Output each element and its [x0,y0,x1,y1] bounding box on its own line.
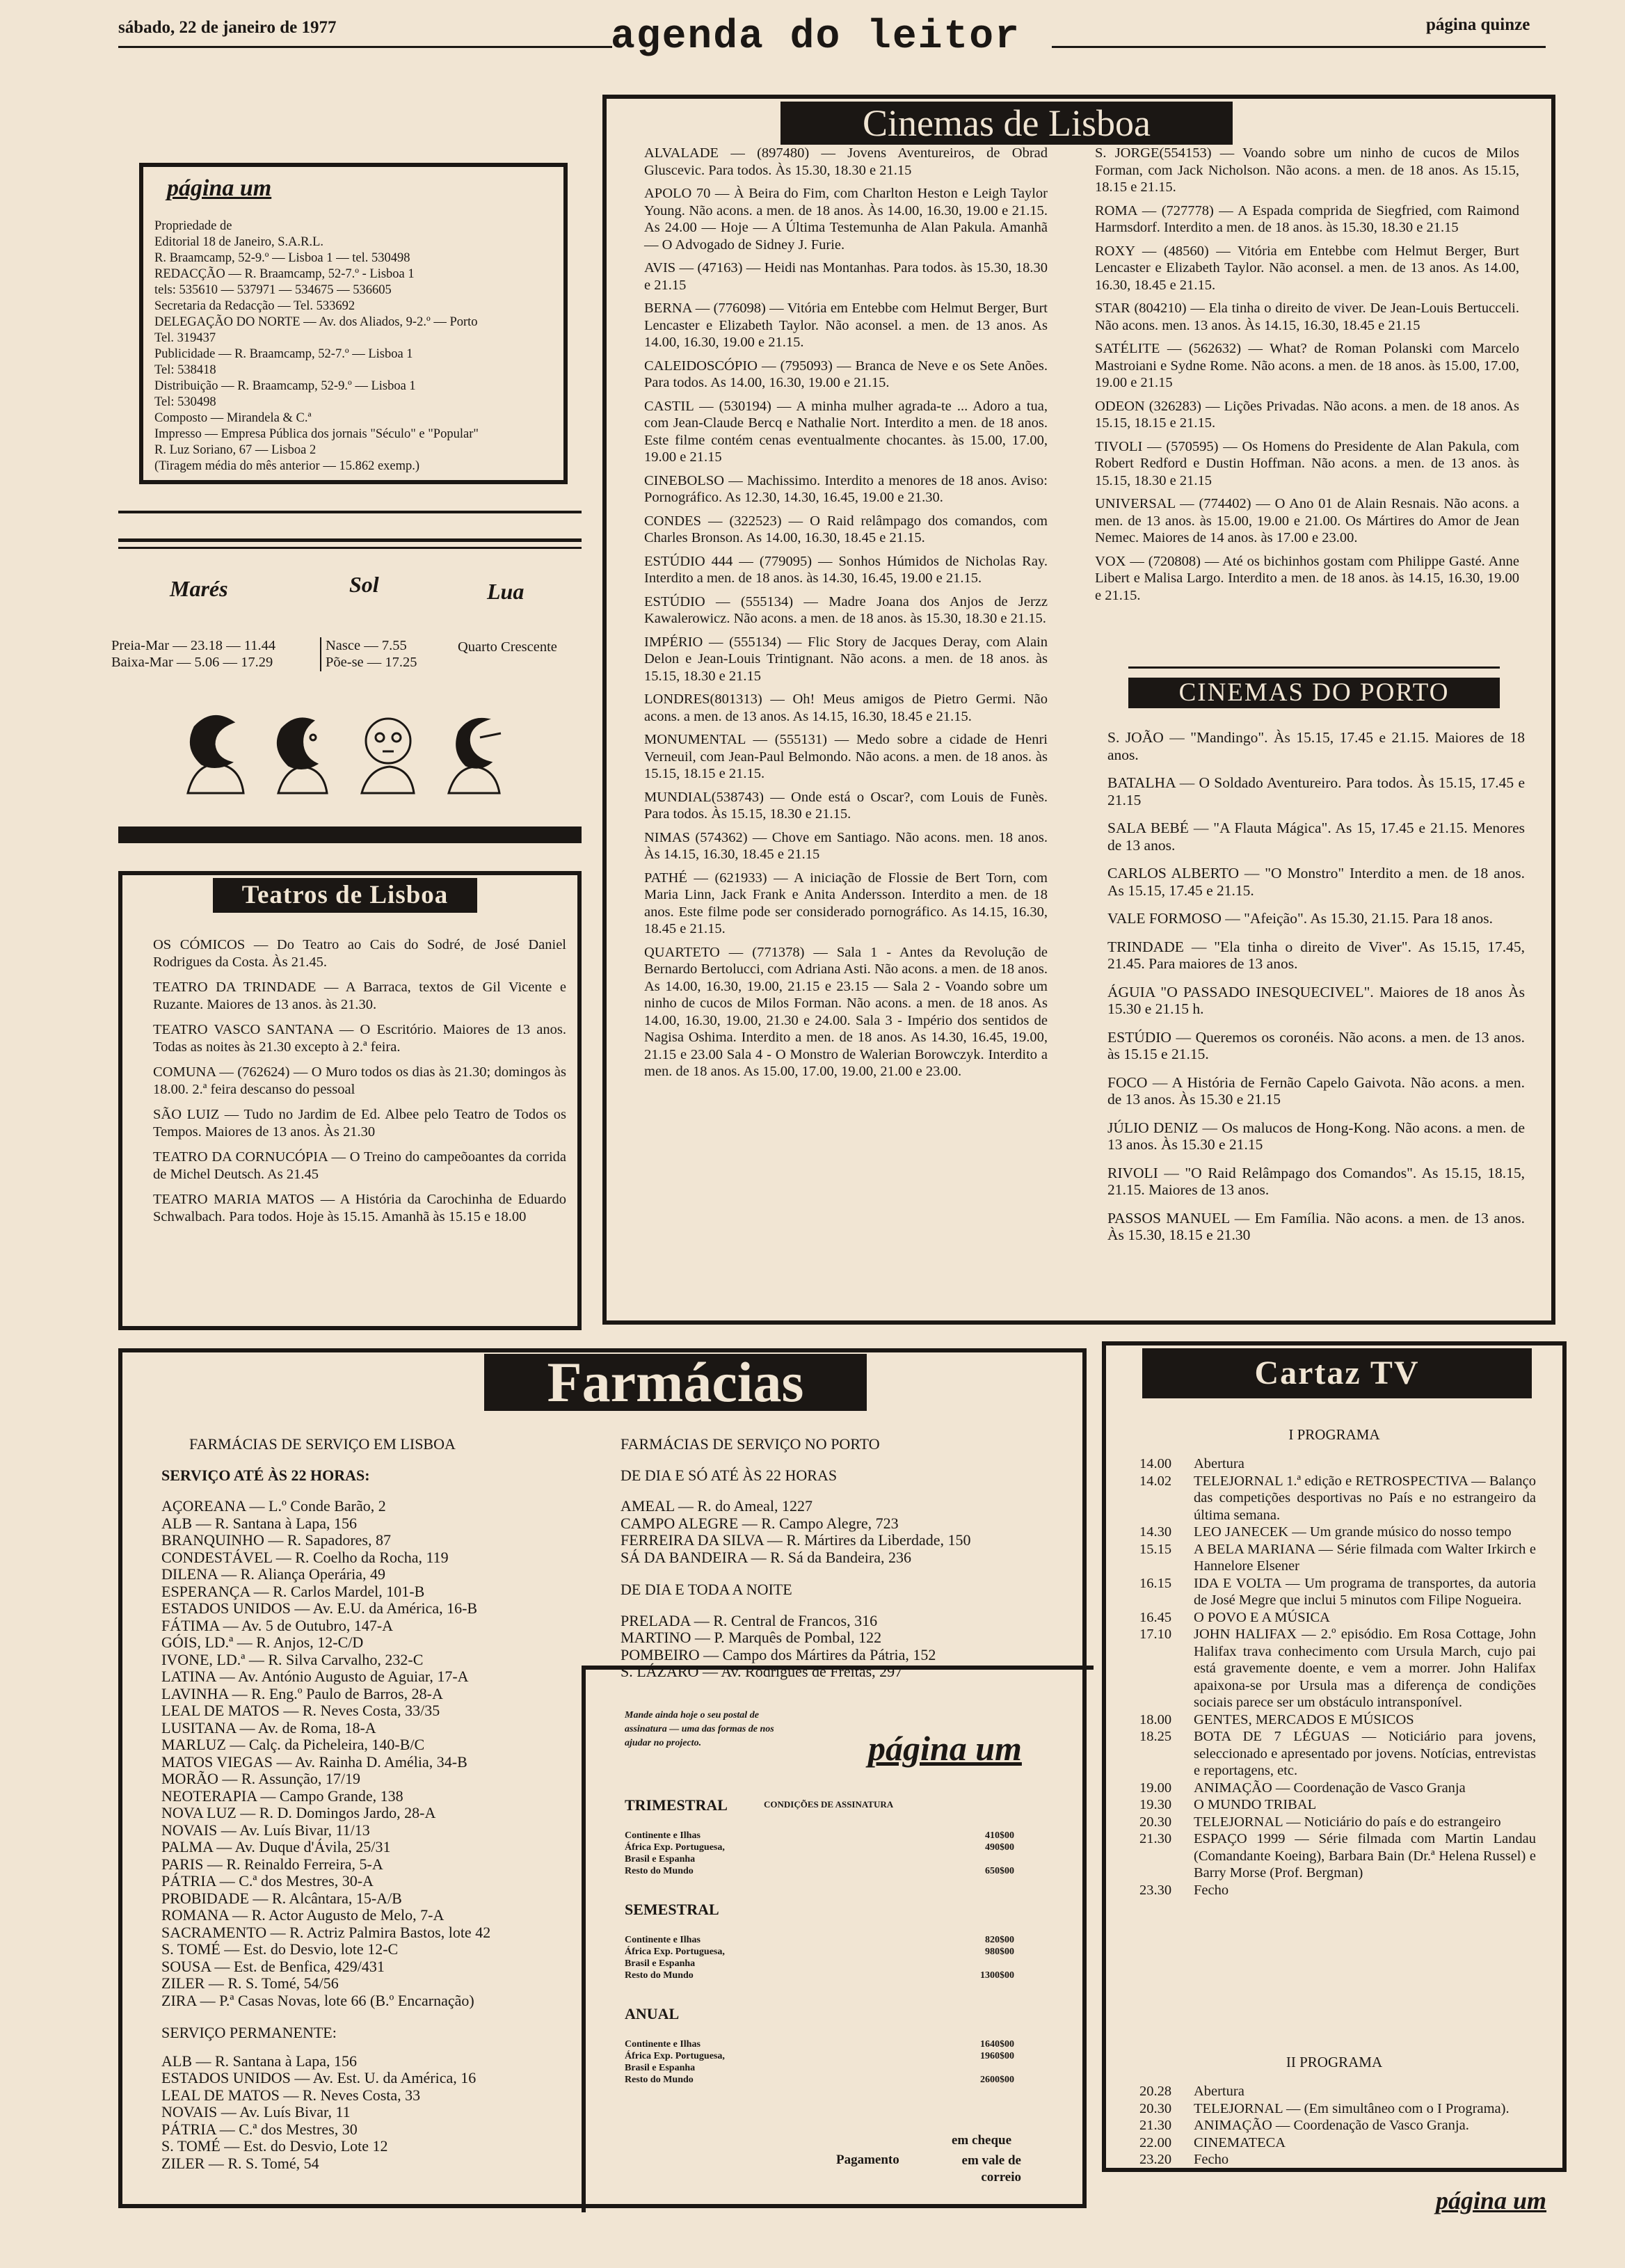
cinema-entry: QUARTETO — (771378) — Sala 1 - Antes da Revolução de Bernardo Bertolucci, com Adriana Asti. Não acons. a men. de 18 anos. As 14.00, 16.30, 19.00, 21.15 e 23.15 — Sala 2 - Voando sobre um ninho de cucos de Milos Forman. Não acons. a men. de 18 anos. As 14.00, 16.30, 19.00, 21.30 e 24.00. Sala 3 - Império dos sentidos de Nagisa Oshima. Interdito a men. de 18 anos. As 14.30, 16.45, 19.00, 21.15 e 23.00 Sala 4 - O Monstro de Walerian Borowczyk. Interdito a men. de 18 anos. As 15.00, 17.00, 19.00, 21.00 e 23.00. [644,944,1048,1079]
tv-time: 20.30 [1139,1814,1172,1830]
tv-time: 21.30 [1139,1831,1172,1846]
tv-time: 14.02 [1139,1473,1172,1489]
pharmacy-item: NOVAIS — Av. Luís Bivar, 11 [161,2103,351,2121]
subscription-rate-row [625,1853,1014,1865]
porto-cinema-entry: FOCO — A História de Fernão Capelo Gaivota. Não acons. a men. de 13 anos. Às 15.30 e 21.15 [1107,1073,1525,1108]
subscription-rate-row [625,2038,1014,2050]
tv-time: 17.10 [1139,1627,1172,1642]
pharmacy-item: ZILER — R. S. Tomé, 54 [161,2154,319,2172]
pharmacy-item: CONDESTÁVEL — R. Coelho da Rocha, 119 [161,1548,449,1566]
cinema-entry: PATHÉ — (621933) — A iniciação de Flossie de Bert Torn, com Maria Linn, Jack Frank e Anita Andersson. Interdito a men. de 18 anos. Este filme pode ser considerado pornográfico. As 14.15, 16.30, 18.45 e 21.15. [644,870,1048,936]
rate-region: Resto do Mundo [625,1866,694,1876]
pharmacy-item: IVONE, LD.ª — R. Silva Carvalho, 232-C [161,1650,424,1668]
rate-price: 650$00 [985,1866,1014,1876]
pharmacy-item: S. TOMÉ — Est. do Desvio, Lote 12 [161,2137,388,2155]
tv-program2-list [1139,2083,1536,2169]
cinemas-porto-list [1107,729,1525,1255]
tv-listing [1139,2134,1536,2152]
rate-region: Continente e Ilhas [625,2039,701,2050]
teatro-entry: COMUNA — (762624) — O Muro todos os dias às 21.30; domingos às 18.00. 2.ª feira descanso do pessoal [153,1064,566,1097]
porto-cinema-entry: BATALHA — O Soldado Aventureiro. Para todos. Às 15.15, 17.45 e 21.15 [1107,774,1525,808]
subscription-periods [625,1796,1014,2109]
teatro-entry: SÃO LUIZ — Tudo no Jardim de Ed. Albee pelo Teatro de Todos os Tempos. Maiores de 13 anos. Às 21.30 [153,1107,566,1140]
payment-label: Pagamento [836,2153,899,2167]
rate-price: 1640$00 [980,2039,1014,2050]
subscription-rate-row [625,2050,1014,2062]
section-title: agenda do leitor [611,15,1020,60]
imprint-line: tels: 535610 — 537971 — 534675 — 536605 [154,283,392,297]
cinema-entry: IMPÉRIO — (555134) — Flic Story de Jacques Deray, com Alain Delon e Jean-Louis Trintignant. Não acons. a men. de 18 anos. às 15.15, 18.30 e 21.15 [644,634,1048,684]
issue-date: sábado, 22 de janeiro de 1977 [118,18,337,37]
imprint-box [139,163,568,484]
cinema-entry: ESTÚDIO 444 — (779095) — Sonhos Húmidos de Nicholas Ray. Interdito a men. de 18 anos. às 14.30, 16.45, 19.00 e 21.15. [644,553,1048,586]
pharmacy-item: BRANQUINHO — R. Sapadores, 87 [161,1531,391,1549]
pharmacy-item: FÁTIMA — Av. 5 de Outubro, 147-A [161,1616,394,1634]
pharmacy-item: MARLUZ — Calç. da Picheleira, 140-B/C [161,1736,425,1753]
farmacias-permanente-heading: SERVIÇO PERMANENTE: [161,2024,337,2041]
rate-region: Brasil e Espanha [625,2063,696,2073]
pharmacy-item: AMEAL — R. do Ameal, 1227 [621,1497,812,1515]
teatro-entry: TEATRO DA CORNUCÓPIA — O Treino do campeõoantes da corrida de Michel Deutsch. As 21.45 [153,1149,566,1182]
cinema-entry: ODEON (326283) — Lições Privadas. Não acons. a men. de 18 anos. As 15.15, 18.15 e 21.15. [1095,398,1519,431]
payment-cheque: em cheque [952,2133,1012,2148]
farmacias-lisboa-heading: FARMÁCIAS DE SERVIÇO EM LISBOA [189,1435,456,1453]
rate-region: Brasil e Espanha [625,1958,696,1969]
pharmacy-item: ALB — R. Santana à Lapa, 156 [161,2052,358,2070]
subscription-rate-row [625,1946,1014,1958]
tv-program1-heading: I PROGRAMA [1288,1426,1380,1443]
pharmacy-item: ALB — R. Santana à Lapa, 156 [161,1514,358,1532]
farmacias-porto [621,1436,1080,1681]
cinemas-porto-title: CINEMAS DO PORTO [1128,678,1500,708]
pharmacy-item: ESTADOS UNIDOS — Av. E.U. da América, 16-B [161,1599,478,1617]
imprint-line: Editorial 18 de Janeiro, S.A.R.L. [154,235,324,249]
divider [118,511,582,513]
tv-listing [1139,1455,1536,1473]
tv-time: 23.20 [1139,2152,1172,2167]
cinema-entry: ALVALADE — (897480) — Jovens Aventureiros, de Obrad Gluscevic. Para todos. Às 15.30, 18.30 e 21.15 [644,145,1048,178]
imprint-line: Propriedade de [154,219,232,233]
imprint-line: Publicidade — R. Braamcamp, 52-7.º — Lisboa 1 [154,347,413,361]
cinemas-lisboa-title: Cinemas de Lisboa [781,102,1233,145]
subscription-rate-row [625,2074,1014,2086]
imprint-line: REDACÇÃO — R. Braamcamp, 52-7.º - Lisboa 1 [154,267,415,281]
rate-region: África Exp. Portuguesa, [625,1842,725,1853]
rate-region: Continente e Ilhas [625,1830,701,1841]
pharmacy-item: PRELADA — R. Central de Francos, 316 [621,1611,878,1629]
cinemas-box [602,95,1555,1325]
pharmacy-item: LUSITANA — Av. de Roma, 18-A [161,1718,376,1736]
cinema-entry: CINEBOLSO — Machissimo. Interdito a menores de 18 anos. Aviso: Pornográfico. As 12.30, 14.30, 16.45, 19.00 e 21.30. [644,472,1048,505]
pharmacy-item: ROMANA — R. Actor Augusto de Melo, 7-A [161,1906,445,1924]
pharmacy-item: ESTADOS UNIDOS — Av. Est. U. da América, 16 [161,2069,477,2086]
almanac-header-moon: Lua [487,579,525,604]
subscription-period [625,2005,1014,2086]
pharmacy-item: S. TOMÉ — Est. do Desvio, lote 12-C [161,1940,399,1958]
imprint-line: Distribuição — R. Braamcamp, 52-9.º — Lisboa 1 [154,379,416,393]
cinema-entry: ESTÚDIO — (555134) — Madre Joana dos Anjos de Jerzz Kawalerowicz. Não acons. a men. de 18 anos. às 15.30, 18.30 e 21.15. [644,593,1048,626]
cinema-entry: TIVOLI — (570595) — Os Homens do Presidente de Alan Pakula, com Robert Redford e Dustin Hoffman. Não acons. a men. de 13 anos. às 15.15, 18.30 e 21.15 [1095,438,1519,488]
tv-description: ANIMAÇÃO — Coordenação de Vasco Granja. [1194,2118,1469,2133]
imprint-line: Tel. 319437 [154,331,216,345]
porto-cinema-entry: ESTÚDIO — Queremos os coronéis. Não acons. a men. de 13 anos. às 15.15 e 21.15. [1107,1028,1525,1062]
pharmacy-item: NOVA LUZ — R. D. Domingos Jardo, 28-A [161,1804,436,1821]
cinema-entry: NIMAS (574362) — Chove em Santiago. Não acons. men. 18 anos. Às 14.15, 16.30, 18.45 e 21.15 [644,829,1048,862]
subscription-period-name: TRIMESTRAL [625,1796,728,1814]
pharmacy-item: FERREIRA DA SILVA — R. Mártires da Liberdade, 150 [621,1531,971,1549]
pharmacy-item: LAVINHA — R. Eng.º Paulo de Barros, 28-A [161,1684,443,1702]
imprint-line: R. Luz Soriano, 67 — Lisboa 2 [154,443,317,457]
tv-time: 14.30 [1139,1524,1172,1540]
cinema-entry: STAR (804210) — Ela tinha o direito de viver. De Jean-Louis Bertucceli. Não acons. men. 13 anos. Às 14.15, 16.30, 18.45 e 21.15 [1095,301,1519,333]
moon-phases-illustration [174,710,529,800]
subscription-box [582,1666,1094,2212]
tv-listing [1139,1830,1536,1882]
sunset: Põe-se — 17.25 [320,654,417,671]
cinemas-lisboa-col1 [644,145,1048,1087]
cinema-entry: LONDRES(801313) — Oh! Meus amigos de Pietro Germi. Não acons. a men. de 13 anos. As 14.15, 16.30, 18.45 e 21.15. [644,692,1048,724]
tv-time: 16.15 [1139,1575,1172,1591]
tide-low: Baixa-Mar — 5.06 — 17.29 [111,655,273,670]
farmacias-title: Farmácias [484,1354,867,1411]
subscription-period-name: ANUAL [625,2005,680,2022]
cinema-entry: VOX — (720808) — Até os bichinhos gostam com Philippe Gasté. Anne Libert e Malisa Largo. Interdito a men. de 18 anos. às 14.15, 16.30, 19.00 e 21.15. [1095,553,1519,603]
tv-time: 18.00 [1139,1711,1172,1727]
teatro-entry: TEATRO DA TRINDADE — A Barraca, textos de Gil Vicente e Ruzante. Maiores de 13 anos. às 21.30. [153,980,566,1012]
imprint-line: R. Braamcamp, 52-9.º — Lisboa 1 — tel. 530498 [154,251,410,265]
tv-description: ESPAÇO 1999 — Série filmada com Martin Landau (Comandante Koeing), Barbara Bain (Dr.ª Helena Russel) e Barry Morse (Prof. Bergman) [1194,1831,1536,1880]
subscription-rate-row [625,2062,1014,2074]
tv-description: A BELA MARIANA — Série filmada com Walter Irkirch e Hannelore Elsener [1194,1541,1536,1574]
porto-cinema-entry: ÁGUIA "O PASSADO INESQUECIVEL". Maiores de 18 anos Às 15.30 e 21.15 h. [1107,983,1525,1017]
tv-description: Fecho [1194,2152,1229,2167]
subscription-rate-row [625,1970,1014,1981]
pharmacy-item: AÇOREANA — L.º Conde Barão, 2 [161,1497,386,1515]
subscription-period-name: SEMESTRAL [625,1901,719,1918]
rate-price: 1960$00 [980,2051,1014,2061]
farmacias-porto-sub2: DE DIA E TODA A NOITE [621,1581,792,1598]
pharmacy-item: ESPERANÇA — R. Carlos Mardel, 101-B [161,1582,425,1600]
teatro-entry: TEATRO MARIA MATOS — A História da Carochinha de Eduardo Schwalbach. Para todos. Hoje às 15.15. Amanhã às 15.15 e 18.00 [153,1192,566,1224]
tv-description: JOHN HALIFAX — 2.º episódio. Em Rosa Cottage, John Halifax trava conhecimento com Ursula March, cujo pai está gravemente doente, e vem a morrer. John Halifax apaixona-se por Ursula mas a diferença de condições sociais parece ser um obstáculo intransponível. [1194,1627,1536,1710]
imprint-line: Tel: 538418 [154,363,216,377]
tv-description: TELEJORNAL — Noticiário do país e do estrangeiro [1194,1814,1501,1830]
cinema-entry: SATÉLITE — (562632) — What? de Roman Polanski com Marcelo Mastroiani e Sydne Rome. Não acons. a men. de 18 anos. às 15.00, 17.00, 19.00 e 21.15 [1095,341,1519,390]
tv-program1-list [1139,1455,1536,1899]
subscription-ad [625,1709,1056,2185]
tv-listing [1139,1796,1536,1814]
tv-time: 18.25 [1139,1729,1172,1744]
cinema-entry: MONUMENTAL — (555131) — Medo sobre a cidade de Henri Verneuil, com Jean-Paul Belmondo. Não acons. a men. de 18 anos. às 15.15, 18.15 e 21.15. [644,732,1048,781]
almanac-header-tides: Marés [170,576,228,601]
pharmacy-item: MATOS VIEGAS — Av. Rainha D. Amélia, 34-B [161,1752,467,1771]
rate-price: 2600$00 [980,2075,1014,2085]
tv-description: TELEJORNAL 1.ª edição e RETROSPECTIVA — Balanço das competições desportivas no País e no estrangeiro da última semana. [1194,1473,1536,1523]
moon-phase: Quarto Crescente [458,639,557,655]
subscription-rate-row [625,1830,1014,1842]
subscription-rate-row [625,1934,1014,1946]
rate-region: África Exp. Portuguesa, [625,2051,725,2061]
tv-program2-heading: II PROGRAMA [1286,2054,1383,2070]
divider [118,547,582,549]
rate-price: 410$00 [985,1830,1014,1841]
rate-region: Resto do Mundo [625,1970,694,1981]
farmacias-porto-sub1: DE DIA E SÓ ATÉ ÀS 22 HORAS [621,1466,838,1484]
subscription-logo: página um [868,1729,1022,1768]
masthead-rule-right [1052,46,1546,48]
pharmacy-item: POMBEIRO — Campo dos Mártires da Pátria, 152 [621,1645,936,1663]
farmacias-lisboa [161,1436,648,2172]
farmacias-lisboa-sub: SERVIÇO ATÉ ÀS 22 HORAS: [161,1466,370,1484]
pharmacy-item: LATINA — Av. António Augusto de Aguiar, 17-A [161,1668,469,1685]
tv-listing [1139,1814,1536,1831]
imprint-logo: página um [167,175,272,201]
cinemas-lisboa-col2 [1095,145,1519,610]
tv-listing [1139,1609,1536,1627]
tv-description: GENTES, MERCADOS E MÚSICOS [1194,1711,1414,1727]
cinema-entry: CASTIL — (530194) — A minha mulher agrada-te ... Adoro a tua, com Jean-Claude Bercq e Nathalie Nort. Interdito a men. de 18 anos. Este filme contém cenas eventualmente chocantes. às 15.00, 17.00, 19.00 e 21.15 [644,398,1048,465]
tv-listing [1139,1882,1536,1899]
divider [118,538,582,542]
rate-price: 820$00 [985,1935,1014,1945]
almanac [111,570,591,800]
pharmacy-item: SÁ DA BANDEIRA — R. Sá da Bandeira, 236 [621,1548,911,1566]
imprint-line: DELEGAÇÃO DO NORTE — Av. dos Aliados, 9-2.º — Porto [154,315,478,329]
rate-region: Resto do Mundo [625,2075,694,2085]
pharmacy-item: ZIRA — P.ª Casas Novas, lote 66 (B.º Encarnação) [161,1991,474,2009]
tv-listing [1139,2083,1536,2100]
imprint-line: Impresso — Empresa Pública dos jornais "Século" e "Popular" [154,427,479,441]
imprint-line: Secretaria da Redacção — Tel. 533692 [154,299,355,313]
pharmacy-item: DILENA — R. Aliança Operária, 49 [161,1565,385,1583]
pharmacy-item: PROBIDADE — R. Alcântara, 15-A/B [161,1889,402,1907]
masthead [0,0,1625,63]
porto-cinema-entry: SALA BEBÉ — "A Flauta Mágica". As 15, 17.45 e 21.15. Menores de 13 anos. [1107,820,1525,854]
tv-listing [1139,1780,1536,1797]
subscription-rate-row [625,1842,1014,1853]
tv-listing [1139,1473,1536,1524]
pharmacy-item: LEAL DE MATOS — R. Neves Costa, 33/35 [161,1702,440,1719]
pharmacy-item: MARTINO — P. Marquês de Pombal, 122 [621,1629,882,1646]
porto-cinema-entry: VALE FORMOSO — "Afeição". As 15.30, 21.15. Para 18 anos. [1107,910,1494,927]
tv-description: Abertura [1194,2084,1244,2099]
subscription-conditions: CONDIÇÕES DE ASSINATURA [764,1799,894,1810]
tv-time: 19.30 [1139,1797,1172,1812]
rate-price: 490$00 [985,1842,1014,1853]
tv-description: CINEMATECA [1194,2134,1286,2150]
tv-time: 19.00 [1139,1780,1172,1796]
subscription-intro: Mande ainda hoje o seu postal de assinatura — uma das formas de nos ajudar no projecto. [625,1710,774,1748]
cinema-entry: MUNDIAL(538743) — Onde está o Oscar?, com Louis de Funès. Para todos. Às 15.15, 18.30 e 21.15. [644,789,1048,822]
pharmacy-item: LEAL DE MATOS — R. Neves Costa, 33 [161,2086,421,2104]
tide-high: Preia-Mar — 23.18 — 11.44 [111,638,276,653]
tv-description: TELEJORNAL — (Em simultâneo com o I Programa). [1194,2100,1510,2116]
footer-logo: página um [1436,2187,1547,2214]
masthead-rule-left [118,46,612,48]
cinema-entry: CONDES — (322523) — O Raid relâmpago dos comandos, com Charles Bronson. As 14.00, 16.30, 18.45 e 21.15. [644,513,1048,545]
porto-cinema-entry: CARLOS ALBERTO — "O Monstro" Interdito a men. de 18 anos. As 15.15, 17.45 e 21.15. [1107,865,1525,899]
tv-listing [1139,2151,1536,2169]
tv-listing [1139,1575,1536,1609]
teatros-box [118,871,582,1330]
pharmacy-item: NEOTERAPIA — Campo Grande, 138 [161,1787,403,1805]
tv-listing [1139,1541,1536,1575]
payment-vale: em vale de correio [961,2153,1021,2185]
subscription-rate-row [625,1958,1014,1970]
porto-cinema-entry: TRINDADE — "Ela tinha o direito de Viver". As 15.15, 17.45, 21.45. Para maiores de 13 anos. [1107,938,1525,972]
tv-description: Fecho [1194,1882,1229,1898]
cinema-entry: ROXY — (48560) — Vitória em Entebbe com Helmut Berger, Burt Lencaster e Elizabeth Taylor. Não aconsel. a men. de 13 anos. As 14.00, 16.30, 18.45 e 21.15. [1095,243,1519,293]
tv-time: 20.28 [1139,2084,1172,2099]
pharmacy-item: S. LÁZARO — Av. Rodrigues de Freitas, 297 [621,1663,903,1680]
tv-description: BOTA DE 7 LÉGUAS — Noticiário para jovens, seleccionado e apresentado por jovens. Notícias, entrevistas e reportagens, etc. [1194,1729,1536,1778]
cinema-entry: APOLO 70 — À Beira do Fim, com Charlton Heston e Leigh Taylor Young. Não acons. a men. de 18 anos. Às 14.00, 16.30, 19.00 e 21.15. As 24.00 — Hoje — A Última Testemunha de Alan Pakula. Amanhã — O Advogado de Sidney J. Furie. [644,186,1048,253]
rate-region: Continente e Ilhas [625,1935,701,1945]
tv-listing [1139,1524,1536,1541]
tv-time: 14.00 [1139,1456,1172,1471]
pharmacy-item: CAMPO ALEGRE — R. Campo Alegre, 723 [621,1514,899,1532]
tv-listing [1139,2117,1536,2134]
cinema-entry: UNIVERSAL — (774402) — O Ano 01 de Alain Resnais. Não acons. a men. de 13 anos. às 15.00, 19.00 e 21.00. Os Mártires do Amor de Jean Nemec. Maiores de 14 anos. às 17.00 e 23.00. [1095,496,1519,545]
tv-listing [1139,1626,1536,1711]
tv-time: 21.30 [1139,2118,1172,2133]
subscription-period [625,1796,1014,1877]
tv-time: 16.45 [1139,1609,1172,1625]
pharmacy-item: SOUSA — Est. de Benfica, 429/431 [161,1957,385,1975]
tv-description: LEO JANECEK — Um grande músico do nosso tempo [1194,1524,1512,1540]
pharmacy-item: NOVAIS — Av. Luís Bivar, 11/13 [161,1821,370,1839]
tv-time: 20.30 [1139,2100,1172,2116]
tv-title: Cartaz TV [1142,1348,1532,1398]
porto-rule [1128,666,1500,669]
tv-box [1102,1341,1567,2172]
imprint-text [154,218,558,474]
page-number: página quinze [1426,15,1530,34]
tv-listing [1139,2100,1536,2118]
tv-listing [1139,1728,1536,1780]
pharmacy-item: SACRAMENTO — R. Actriz Palmira Bastos, lote 42 [161,1923,491,1941]
subscription-period [625,1901,1014,1981]
cinema-entry: BERNA — (776098) — Vitória em Entebbe com Helmut Berger, Burt Lencaster e Elizabeth Taylor. Não aconsel. a men. de 13 anos. As 14.00, 16.30, 19.00 e 21.15. [644,301,1048,350]
tv-time: 15.15 [1139,1541,1172,1557]
cinema-entry: AVIS — (47163) — Heidi nas Montanhas. Para todos. às 15.30, 18.30 e 21.15 [644,260,1048,293]
imprint-line: Composto — Mirandela & C.ª [154,411,312,425]
teatros-title: Teatros de Lisboa [213,878,477,913]
pharmacy-item: PALMA — Av. Duque d'Ávila, 25/31 [161,1838,391,1855]
pharmacy-item: PÁTRIA — C.ª dos Mestres, 30-A [161,1872,374,1890]
teatro-entry: OS CÓMICOS — Do Teatro ao Cais do Sodré, de José Daniel Rodrigues da Costa. Às 21.45. [153,937,566,970]
subscription-rate-row [625,1865,1014,1877]
porto-cinema-entry: JÚLIO DENIZ — Os malucos de Hong-Kong. Não acons. a men. de 13 anos. Às 15.30 e 21.15 [1107,1119,1525,1153]
imprint-line: Tel: 530498 [154,395,216,409]
almanac-header-sun: Sol [349,572,379,597]
rate-region: Brasil e Espanha [625,1854,696,1864]
pharmacy-item: GÓIS, LD.ª — R. Anjos, 12-C/D [161,1634,364,1651]
imprint-line: (Tiragem média do mês anterior — 15.862 exemp.) [154,459,420,473]
porto-cinema-entry: PASSOS MANUEL — Em Família. Não acons. a men. de 13 anos. Às 15.30, 18.15 e 21.30 [1107,1209,1525,1243]
teatros-list [153,936,566,1233]
pharmacy-item: PÁTRIA — C.ª dos Mestres, 30 [161,2120,358,2138]
pharmacy-item: ZILER — R. S. Tomé, 54/56 [161,1974,339,1992]
porto-cinema-entry: S. JOÃO — "Mandingo". Às 15.15, 17.45 e 21.15. Maiores de 18 anos. [1107,729,1525,763]
rate-price: 980$00 [985,1947,1014,1957]
farmacias-box [118,1348,1087,2208]
rate-price: 1300$00 [980,1970,1014,1981]
tv-time: 22.00 [1139,2134,1172,2150]
tv-description: O POVO E A MÚSICA [1194,1609,1330,1625]
pharmacy-item: PARIS — R. Reinaldo Ferreira, 5-A [161,1855,383,1873]
tv-listing [1139,1711,1536,1729]
tv-description: IDA E VOLTA — Um programa de transportes, da autoria de José Megre que inclui 5 minutos com Filipe Nogueira. [1194,1575,1536,1608]
divider [118,826,582,843]
farmacias-porto-heading: FARMÁCIAS DE SERVIÇO NO PORTO [621,1435,880,1453]
sunrise: Nasce — 7.55 [320,637,407,655]
teatro-entry: TEATRO VASCO SANTANA — O Escritório. Maiores de 13 anos. Todas as noites às 21.30 excepto à 2.ª feira. [153,1022,566,1055]
tv-description: ANIMAÇÃO — Coordenação de Vasco Granja [1194,1780,1466,1796]
porto-cinema-entry: RIVOLI — "O Raid Relâmpago dos Comandos". As 15.15, 18.15, 21.15. Maiores de 13 anos. [1107,1164,1525,1198]
rate-region: África Exp. Portuguesa, [625,1947,725,1957]
cinema-entry: ROMA — (727778) — A Espada comprida de Siegfried, com Raimond Harmsdorf. Interdito a men. de 18 anos. às 15.30, 18.30 e 21.15 [1095,202,1519,235]
tv-description: O MUNDO TRIBAL [1194,1797,1317,1812]
cinema-entry: S. JORGE(554153) — Voando sobre um ninho de cucos de Milos Forman, com Jack Nicholson. Não acons. a men. de 18 anos. As 15.15, 18.15 e 21.15. [1095,145,1519,195]
cinema-entry: CALEIDOSCÓPIO — (795093) — Branca de Neve e os Sete Anões. Para todos. As 14.00, 16.30, 19.00 e 21.15. [644,358,1048,390]
pharmacy-item: MORÃO — R. Assunção, 17/19 [161,1770,361,1787]
tv-description: Abertura [1194,1456,1244,1471]
tv-time: 23.30 [1139,1882,1172,1898]
